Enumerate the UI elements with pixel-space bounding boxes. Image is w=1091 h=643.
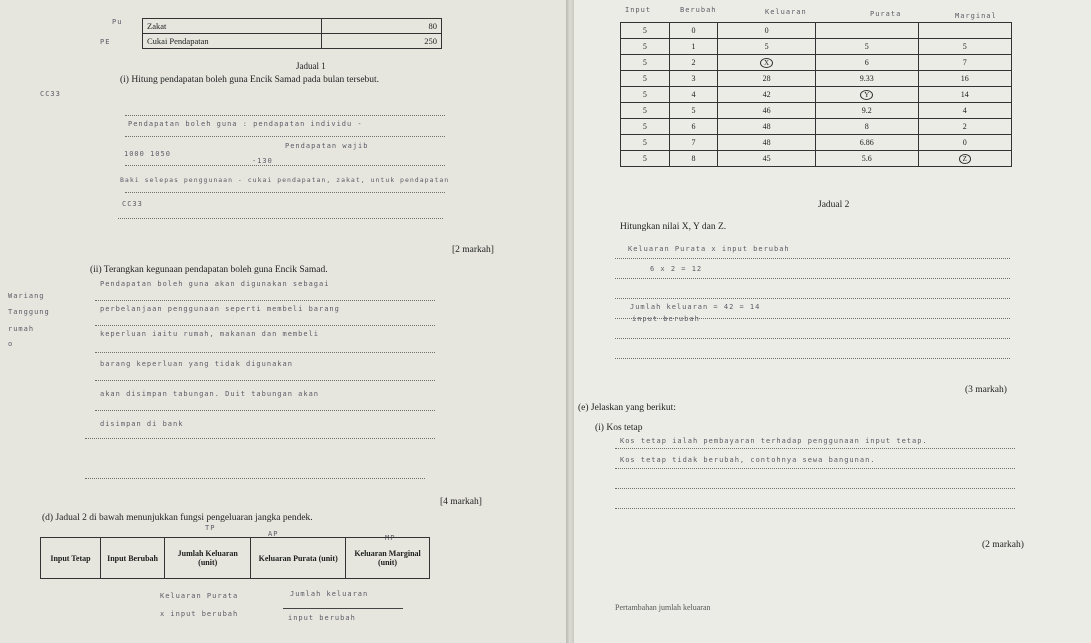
- table-cell: 42: [718, 87, 816, 103]
- hand-note: Berubah: [680, 6, 717, 14]
- table-cell: 4: [918, 103, 1011, 119]
- marks-ii: [4 markah]: [440, 497, 482, 507]
- answer-line: keperluan iaitu rumah, makanan dan membeli: [100, 330, 320, 338]
- table-1: [142, 18, 442, 49]
- question-e-i: (i) Kos tetap: [595, 423, 643, 433]
- answer-line: 1000 1050: [124, 150, 171, 158]
- question-hitung: Hitungkan nilai X, Y dan Z.: [620, 222, 727, 232]
- table-cell: 48: [718, 119, 816, 135]
- answer-line: Jumlah keluaran = 42 = 14: [630, 303, 761, 311]
- table-cell: Cukai Pendapatan: [143, 34, 322, 49]
- table-cell: 0: [669, 23, 718, 39]
- table-cell: 5: [918, 39, 1011, 55]
- answer-line: Jumlah keluaran: [290, 590, 369, 598]
- table-header: Input Berubah: [100, 538, 164, 579]
- circled-unknown: X: [760, 58, 773, 68]
- margin-note: Pu: [112, 18, 123, 26]
- table-2: [620, 22, 1012, 167]
- table-cell: 2: [918, 119, 1011, 135]
- answer-line: input berubah: [632, 315, 700, 323]
- table-header: Input Tetap: [41, 538, 101, 579]
- hand-note: TP: [205, 524, 216, 532]
- hand-note: Marginal: [955, 12, 997, 20]
- table-caption: Jadual 1: [296, 61, 326, 71]
- table-cell: 7: [669, 135, 718, 151]
- table-cell: 8: [815, 119, 918, 135]
- table-row: [621, 119, 1012, 135]
- table-row: [621, 87, 1012, 103]
- table-cell: 5: [621, 103, 670, 119]
- table-row: [143, 19, 442, 34]
- table-cell: 0: [918, 135, 1011, 151]
- table-cell: 9.33: [815, 71, 918, 87]
- question-ii: (ii) Terangkan kegunaan pendapatan boleh guna Encik Samad.: [90, 265, 328, 275]
- margin-note: Wariang: [8, 292, 45, 300]
- answer-line: 6 x 2 = 12: [650, 265, 703, 273]
- table-cell: 5: [621, 71, 670, 87]
- table-header: Keluaran Marginal (unit): [346, 538, 430, 579]
- table-cell: [815, 23, 918, 39]
- table-cell: 16: [918, 71, 1011, 87]
- answer-line: akan disimpan tabungan. Duit tabungan akan: [100, 390, 320, 398]
- margin-note: CC33: [40, 90, 61, 98]
- table-cell: [718, 55, 816, 71]
- answer-line: Kos tetap ialah pembayaran terhadap penggunaan input tetap.: [620, 437, 928, 445]
- circled-unknown: Z: [959, 154, 971, 164]
- table-cell: 7: [918, 55, 1011, 71]
- answer-line: Baki selepas penggunaan - cukai pendapatan, zakat, untuk pendapatan: [120, 176, 450, 184]
- table-cell: 5: [669, 103, 718, 119]
- table-cell: 5: [718, 39, 816, 55]
- table-row: [621, 23, 1012, 39]
- table-cell: 5: [621, 55, 670, 71]
- table-row: [621, 103, 1012, 119]
- table-cell: 6: [669, 119, 718, 135]
- answer-line: barang keperluan yang tidak digunakan: [100, 360, 293, 368]
- answer-line: perbelanjaan penggunaan seperti membeli barang: [100, 305, 340, 313]
- table-row: [621, 55, 1012, 71]
- answer-line: Pendapatan boleh guna akan digunakan sebagai: [100, 280, 330, 288]
- table-row: [621, 39, 1012, 55]
- answer-line: Keluaran Purata: [160, 592, 239, 600]
- table-cell: 5.6: [815, 151, 918, 167]
- answer-line: Pertambahan jumlah keluaran: [615, 603, 711, 612]
- hand-note: Input: [625, 6, 652, 14]
- table-cell: [918, 23, 1011, 39]
- table-header: Jumlah Keluaran (unit): [165, 538, 251, 579]
- table-cell: 5: [621, 23, 670, 39]
- table-cell: 46: [718, 103, 816, 119]
- table-cell: Zakat: [143, 19, 322, 34]
- table-cell: 5: [815, 39, 918, 55]
- table-cell: 5: [621, 87, 670, 103]
- table-cell: 9.2: [815, 103, 918, 119]
- table-row: [621, 71, 1012, 87]
- hand-note: AP: [268, 530, 279, 538]
- marks-hitung: (3 markah): [965, 385, 1007, 395]
- hand-note: MP: [385, 534, 396, 542]
- table-row: [621, 151, 1012, 167]
- marks-i: [2 markah]: [452, 245, 494, 255]
- table-cell: 48: [718, 135, 816, 151]
- table-row: [621, 135, 1012, 151]
- answer-line: Pendapatan boleh guna : pendapatan individu -: [128, 120, 363, 128]
- table-cell: 6.86: [815, 135, 918, 151]
- table-cell: 8: [669, 151, 718, 167]
- table-cell: 14: [918, 87, 1011, 103]
- table-cell: 2: [669, 55, 718, 71]
- answer-line: Keluaran Purata x input berubah: [628, 245, 790, 253]
- table-cell: 1: [669, 39, 718, 55]
- question-e: (e) Jelaskan yang berikut:: [578, 403, 676, 413]
- margin-note: PE: [100, 38, 111, 46]
- answer-line: disimpan di bank: [100, 420, 184, 428]
- question-d: (d) Jadual 2 di bawah menunjukkan fungsi pengeluaran jangka pendek.: [42, 513, 313, 523]
- margin-note: rumah: [8, 325, 35, 333]
- table-row: [143, 34, 442, 49]
- table-cell: 80: [322, 19, 442, 34]
- table-cell: 5: [621, 151, 670, 167]
- right-page: [570, 0, 1091, 643]
- table-cell: 4: [669, 87, 718, 103]
- table-cell: 5: [621, 39, 670, 55]
- answer-line: CC33: [122, 200, 143, 208]
- table-3: [40, 537, 430, 579]
- marks-e: (2 markah): [982, 540, 1024, 550]
- circled-unknown: Y: [860, 90, 873, 100]
- question-i: (i) Hitung pendapatan boleh guna Encik Samad pada bulan tersebut.: [120, 75, 380, 85]
- margin-note: Tanggung: [8, 308, 50, 316]
- answer-line: Pendapatan wajib: [285, 142, 369, 150]
- book-spine: [566, 0, 574, 643]
- hand-note: Keluaran: [765, 8, 807, 16]
- margin-note: o: [8, 340, 14, 348]
- table-cell: 6: [815, 55, 918, 71]
- table-cell: 45: [718, 151, 816, 167]
- table-row: [41, 538, 430, 579]
- answer-line: Kos tetap tidak berubah, contohnya sewa bangunan.: [620, 456, 876, 464]
- table-cell: [918, 151, 1011, 167]
- hand-note: Purata: [870, 10, 902, 18]
- table-cell: 3: [669, 71, 718, 87]
- table-header: Keluaran Purata (unit): [251, 538, 346, 579]
- answer-line: -130: [252, 157, 273, 165]
- table-cell: 250: [322, 34, 442, 49]
- answer-line: x input berubah: [160, 610, 239, 618]
- answer-line: input berubah: [288, 614, 356, 622]
- table-cell: 5: [621, 119, 670, 135]
- table-cell: [815, 87, 918, 103]
- table-cell: 5: [621, 135, 670, 151]
- table-cell: 28: [718, 71, 816, 87]
- table-caption: Jadual 2: [818, 200, 850, 210]
- table-cell: 0: [718, 23, 816, 39]
